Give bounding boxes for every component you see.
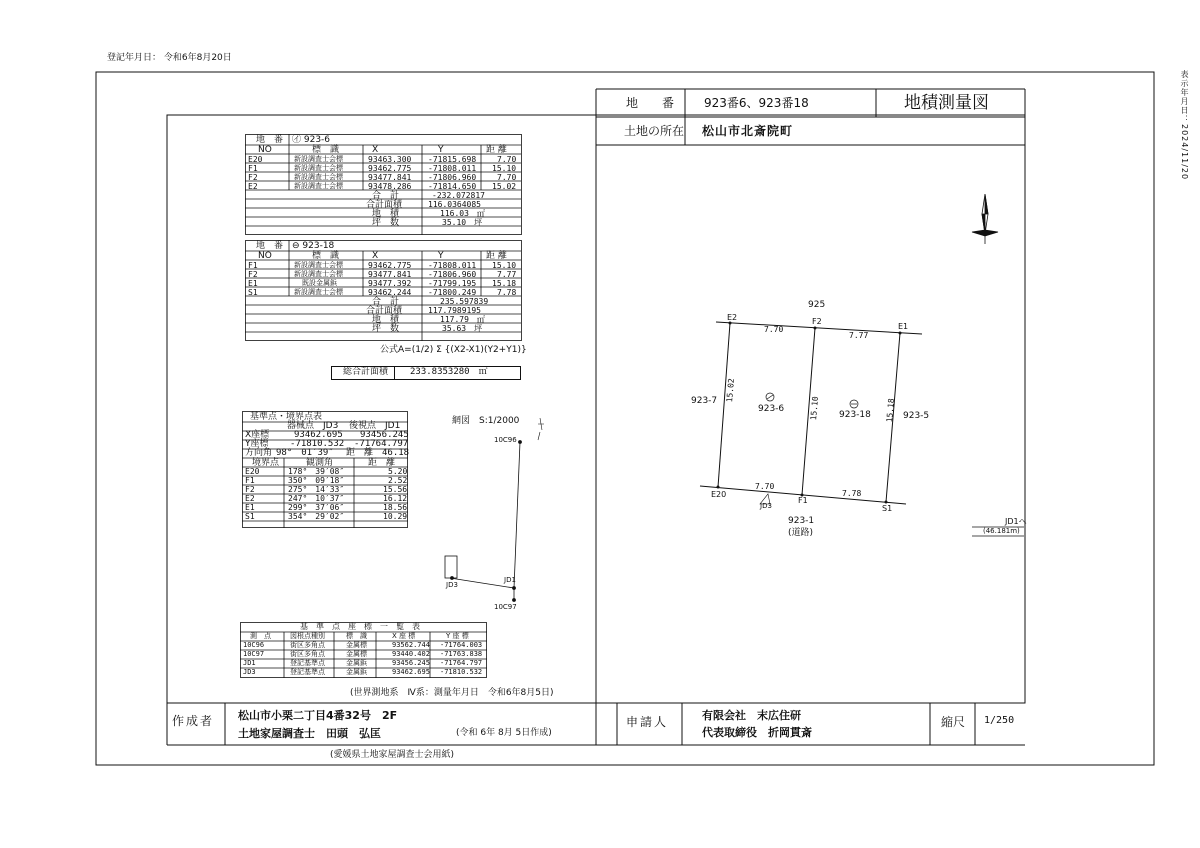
table-cell: 新設調査士会標 — [294, 164, 343, 172]
table-b-header-x: X — [372, 251, 379, 261]
table-row: E20 — [248, 155, 263, 164]
coord-list-header: 図根点種別 — [290, 632, 325, 640]
table-cell: F2 — [248, 173, 258, 182]
table-cell: JD3 — [243, 668, 256, 676]
table-cell: 178° 39′08″ — [288, 467, 345, 476]
applicant-representative: 代表取締役 折岡貫斎 — [702, 726, 812, 739]
table-cell: 93462.695 — [392, 668, 430, 676]
table-cell: 93477.841 — [368, 270, 412, 279]
ref-dist-label: 距 離 — [346, 448, 374, 458]
table-cell: 15.56 — [383, 485, 408, 494]
table-cell: 街区多角点 — [290, 650, 325, 658]
table-cell: 93462.244 — [368, 288, 412, 297]
applicant-company: 有限会社 末広住研 — [702, 709, 801, 722]
index-map-label-jd3: JD3 — [446, 581, 458, 589]
table-cell: 金属標 — [346, 641, 367, 649]
table-cell: F2 — [248, 270, 258, 279]
table-cell: 275° 14′33″ — [288, 485, 345, 494]
table-cell: 93477.841 — [368, 173, 412, 182]
document-title: 地積測量図 — [904, 93, 989, 113]
ref-azimuth-value: 98° 01′39″ — [276, 448, 334, 458]
table-cell: E1 — [248, 279, 258, 288]
table-cell: 7.77 — [497, 270, 517, 279]
bottom-distance-2: 7.78 — [842, 489, 862, 498]
table-cell: 新設調査士会標 — [294, 270, 343, 278]
table-cell: 7.70 — [497, 155, 517, 164]
ref-y-val2: -71764.797 — [354, 439, 409, 449]
table-a-area-label: 地 積 — [372, 209, 400, 219]
ref-y-val1: -71810.532 — [290, 439, 345, 449]
table-cell: 既設金属鋲 — [302, 279, 337, 287]
table-cell: 新設調査士会標 — [294, 182, 343, 190]
point-label-e20: E20 — [711, 490, 727, 499]
table-a-tsubo-value: 35.10 坪 — [442, 218, 483, 227]
point-label-f2: F2 — [812, 317, 822, 326]
table-cell: E2 — [248, 182, 258, 191]
table-cell: 354° 29′02″ — [288, 512, 345, 521]
table-a-header-no: NO — [258, 145, 272, 155]
table-cell: E1 — [245, 503, 255, 512]
table-cell: -71806.960 — [428, 270, 477, 279]
table-cell: 15.02 — [492, 182, 517, 191]
ref-col-angle: 観測角 — [306, 458, 334, 468]
side-distance-1: 15.02 — [725, 377, 737, 403]
table-b-tsubo-label: 坪 数 — [372, 324, 400, 334]
table-cell: 登記基準点 — [290, 668, 325, 676]
table-cell: -71815.698 — [428, 155, 477, 164]
paper-note: (愛媛県土地家屋調査士会用紙) — [330, 750, 455, 760]
table-cell: 街区多角点 — [290, 641, 325, 649]
table-b-total-value: 117.7989195 — [428, 306, 481, 315]
jd1-direction-arrow — [970, 524, 1026, 538]
total-area-value: 233.8353280 ㎡ — [410, 367, 488, 377]
parcel-north-925: 925 — [808, 300, 826, 310]
table-cell: 新設調査士会標 — [294, 173, 343, 181]
index-map-label-10c97: 10C97 — [494, 603, 517, 611]
table-b-header-mark: 標 識 — [312, 251, 340, 261]
point-label-e1: E1 — [898, 322, 909, 331]
table-cell: 10C96 — [243, 641, 265, 649]
point-label-f1: F1 — [798, 496, 808, 505]
ref-table-title: 基準点・境界点表 — [250, 412, 323, 422]
table-cell: 93562.744 — [392, 641, 430, 649]
table-cell: F2 — [245, 485, 255, 494]
table-a-chiban-value: ㋑ 923-6 — [292, 135, 331, 145]
table-a-sum-label: 合 計 — [372, 191, 400, 201]
total-area-label: 総合計面積 — [343, 367, 389, 377]
print-date: 表示年月日：2024/11/20 — [1180, 70, 1189, 181]
table-cell: 5.20 — [388, 467, 408, 476]
table-a-header-mark: 標 識 — [312, 145, 340, 155]
table-cell: -71764.797 — [440, 659, 483, 667]
parcel-south-923-1: 923-1 — [788, 516, 815, 526]
table-cell: 15.10 — [492, 261, 517, 270]
table-b-header-dist: 距 離 — [486, 251, 507, 261]
side-distance-2: 15.10 — [809, 395, 821, 421]
side-distance-3: 15.18 — [885, 397, 897, 423]
table-cell: 金属鋲 — [346, 659, 367, 667]
table-cell: 93462.775 — [368, 261, 412, 270]
table-b-header-y: Y — [438, 251, 444, 261]
parcel-east-923-5: 923-5 — [903, 411, 930, 421]
table-cell: E2 — [245, 494, 255, 503]
table-b-total-label: 合計面積 — [366, 306, 403, 316]
table-cell: 15.18 — [492, 279, 517, 288]
table-a-total-label: 合計面積 — [366, 200, 403, 210]
table-cell: 新設調査士会標 — [294, 261, 343, 269]
point-label-s1: S1 — [882, 504, 893, 513]
table-cell: 299° 37′06″ — [288, 503, 345, 512]
location-label: 土地の所在 — [624, 124, 685, 138]
parcel-west-923-7: 923-7 — [691, 396, 718, 406]
table-cell: -71808.011 — [428, 261, 477, 270]
table-b-tsubo-value: 35.63 坪 — [442, 324, 483, 333]
table-b-chiban-value: ⊖ 923-18 — [292, 241, 335, 251]
applicant-label: 申請人 — [626, 715, 669, 729]
ref-x-val1: 93462.695 — [294, 430, 343, 440]
scale-value: 1/250 — [984, 715, 1015, 726]
table-cell: 金属鋲 — [346, 668, 367, 676]
scale-label: 縮尺 — [941, 715, 966, 729]
ref-col-point: 境界点 — [252, 458, 280, 468]
creator-address: 松山市小栗二丁目4番32号 2F — [238, 709, 398, 722]
table-cell: 金属標 — [346, 650, 367, 658]
area-formula: 公式A=(1/2) Σ {(X2-X1)(Y2+Y1)} — [380, 345, 527, 355]
table-cell: F1 — [245, 476, 255, 485]
table-cell: S1 — [248, 288, 258, 297]
point-label-e2: E2 — [727, 313, 738, 322]
parcel-south-note: (道路) — [788, 528, 814, 538]
ref-x-label: X座標 — [245, 430, 270, 440]
north-arrow-icon — [968, 192, 1002, 250]
table-cell: 新設調査士会標 — [294, 155, 343, 163]
parcel-label-923-6: 923-6 — [758, 404, 785, 414]
table-cell: F1 — [248, 261, 258, 270]
table-cell: 93456.245 — [392, 659, 430, 667]
top-distance-1: 7.70 — [764, 325, 784, 334]
coord-list-header: 標 識 — [346, 632, 367, 640]
ref-azimuth-label: 方向角 — [245, 448, 273, 458]
table-b-sum-label: 合 計 — [372, 297, 400, 307]
table-a-sum-value: -232.072817 — [432, 191, 485, 200]
survey-system-note: (世界測地系 Ⅳ系：測量年月日 令和6年8月5日) — [350, 688, 554, 698]
table-b-area-label: 地 積 — [372, 315, 400, 325]
table-cell: -71764.003 — [440, 641, 483, 649]
table-cell: -71763.838 — [440, 650, 483, 658]
ref-backsight-label: 後視点 JD1 — [349, 421, 401, 431]
table-cell: F1 — [248, 164, 258, 173]
ref-instrument-label: 器械点 JD3 — [287, 421, 339, 431]
table-cell: -71814.650 — [428, 182, 477, 191]
table-cell: 93478.286 — [368, 182, 412, 191]
table-cell: 18.56 — [383, 503, 408, 512]
table-a-area-value: 116.03 ㎡ — [440, 209, 485, 218]
table-cell: 93462.775 — [368, 164, 412, 173]
jd1-distance: (46.181m) — [983, 527, 1020, 535]
index-map-label-jd1: JD1 — [504, 576, 516, 584]
table-cell: S1 — [245, 512, 255, 521]
table-a-header-y: Y — [438, 145, 444, 155]
creator-date: (令和 6年 8月 5日作成) — [456, 728, 552, 738]
table-cell: -71810.532 — [440, 668, 483, 676]
table-cell: 10.29 — [383, 512, 408, 521]
table-cell: 247° 10′37″ — [288, 494, 345, 503]
creator-name: 土地家屋調査士 田頭 弘匡 — [238, 727, 381, 740]
table-a-total-value: 116.0364085 — [428, 200, 481, 209]
coord-list-header: Y 座 標 — [446, 632, 469, 640]
table-b-sum-value: 235.597839 — [440, 297, 489, 306]
ref-y-label: Y座標 — [245, 439, 269, 449]
table-cell: -71800.249 — [428, 288, 477, 297]
table-a-tsubo-label: 坪 数 — [372, 218, 400, 228]
chiban-value: 923番6、923番18 — [704, 96, 809, 110]
table-cell: 10C97 — [243, 650, 265, 658]
index-map-label-10c96: 10C96 — [494, 436, 517, 444]
table-cell: 7.70 — [497, 173, 517, 182]
creator-label: 作成者 — [172, 714, 215, 728]
ref-dist-value: 46.18 — [382, 448, 410, 458]
coord-list-header: X 座 標 — [392, 632, 416, 640]
table-cell: -71808.011 — [428, 164, 477, 173]
table-b-area-value: 117.79 ㎡ — [440, 315, 485, 324]
location-value: 松山市北斎院町 — [702, 124, 794, 138]
table-a-header-x: X — [372, 145, 379, 155]
table-cell: 93463.300 — [368, 155, 412, 164]
table-cell: 登記基準点 — [290, 659, 325, 667]
table-cell: 93440.402 — [392, 650, 430, 658]
table-cell: 350° 09′18″ — [288, 476, 345, 485]
table-cell: 15.10 — [492, 164, 517, 173]
bottom-distance-1: 7.70 — [755, 482, 775, 491]
table-cell: 93477.392 — [368, 279, 412, 288]
coord-list-header: 測 点 — [250, 632, 271, 640]
table-cell: 16.12 — [383, 494, 408, 503]
registration-date: 登記年月日： 令和6年8月20日 — [107, 53, 232, 63]
table-cell: 2.52 — [388, 476, 408, 485]
table-b-chiban-label: 地 番 — [256, 241, 284, 251]
top-distance-2: 7.77 — [849, 331, 869, 340]
table-a-header-dist: 距 離 — [486, 145, 507, 155]
index-map-title: 網図 S:1/2000 — [452, 416, 520, 426]
parcel-label-923-18: 923-18 — [839, 410, 871, 420]
table-cell: -71799.195 — [428, 279, 477, 288]
point-label-jd3: JD3 — [760, 502, 772, 510]
ref-x-val2: 93456.245 — [360, 430, 409, 440]
table-cell: 7.78 — [497, 288, 517, 297]
table-cell: E20 — [245, 467, 260, 476]
ref-col-dist: 距 離 — [368, 458, 396, 468]
jd1-direction-label: JD1へ — [1005, 517, 1027, 526]
table-cell: JD1 — [243, 659, 256, 667]
table-cell: 新設調査士会標 — [294, 288, 343, 296]
table-b-header-no: NO — [258, 251, 272, 261]
coord-list-title: 基 準 点 座 標 一 覧 表 — [300, 622, 420, 631]
chiban-label: 地 番 — [626, 96, 675, 110]
table-a-chiban-label: 地 番 — [256, 135, 284, 145]
table-cell: -71806.960 — [428, 173, 477, 182]
